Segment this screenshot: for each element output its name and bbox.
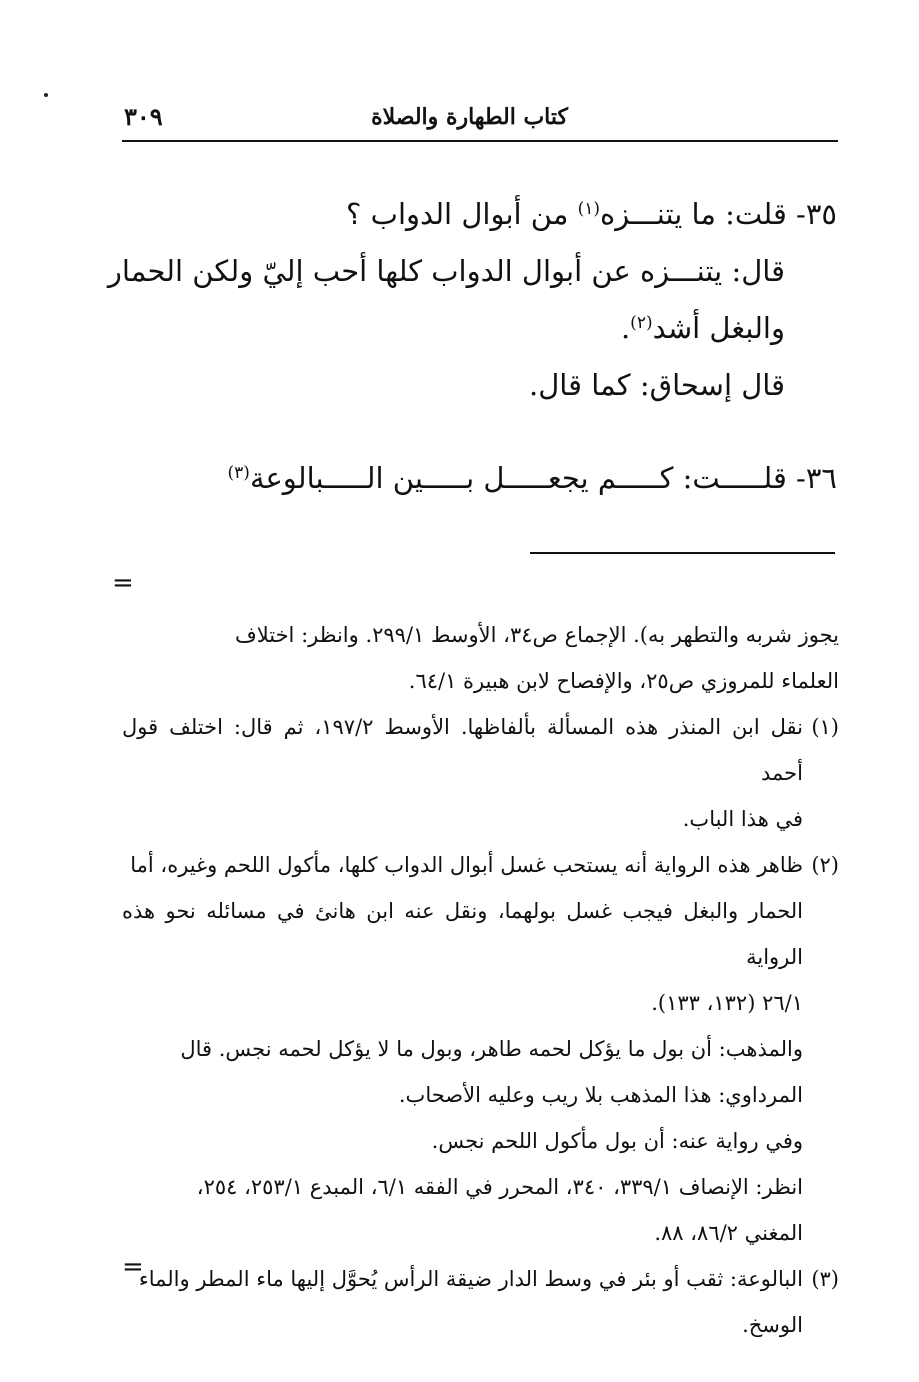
running-title: كتاب الطهارة والصلاة (371, 104, 568, 130)
footnote-3: (٣) البالوعة: ثقب أو بئر في وسط الدار ضيقة الرأس يُحوَّل إليها ماء المطر والماء (122, 1256, 839, 1302)
answer-35-line-2: والبغل أشد$^{(٢)}$. (620, 311, 785, 345)
footnote-3-line-2: الوسخ. (742, 1313, 803, 1337)
footnotes (122, 612, 839, 1348)
ishaq-answer: قال إسحاق: كما قال. (528, 368, 785, 402)
footnote-ref-2: (٢) (630, 313, 653, 333)
question-36: ٣٦- قلـــــت: كـــــم يجعـــــل بـــــين الـــــبالوعة$^{(٣)}$ (227, 461, 837, 495)
question-35: ٣٥- قلت: ما يتنـــزه$^{(١)}$ من أبوال الدواب ؟ (346, 197, 837, 231)
footnote-2-line-2: الحمار والبغل فيجب غسل بولهما، ونقل عنه ابن هانئ في مسائله نحو هذه الرواية (122, 899, 803, 969)
footnote-3-number: (٣) (811, 1267, 839, 1291)
continuation-mark-top: = (112, 568, 134, 598)
main-text (80, 186, 837, 507)
footnote-2-line-3: ٢٦/١ (١٣٢، ١٣٣). (651, 991, 803, 1015)
footnote-2-line-8: المغني ٨٦/٢، ٨٨. (654, 1221, 803, 1245)
prev-footnote-continuation-line-1: يجوز شربه والتطهر به). الإجماع ص٣٤، الأوسط ٢٩٩/١. وانظر: اختلاف (234, 623, 839, 647)
footnote-1-line-2: في هذا الباب. (682, 807, 803, 831)
footnote-2-line-4: والمذهب: أن بول ما يؤكل لحمه طاهر، وبول ما لا يؤكل لحمه نجس. قال (180, 1037, 803, 1061)
footnote-2-line-6: وفي رواية عنه: أن بول مأكول اللحم نجس. (431, 1129, 803, 1153)
page-number: ٣٠٩ (124, 102, 163, 131)
speck-mark (44, 93, 48, 97)
answer-35-line-1: قال: يتنـــزه عن أبوال الدواب كلها أحب إليّ ولكن الحمار (107, 254, 785, 288)
footnote-separator (530, 552, 835, 554)
footnote-ref-3: (٣) (227, 463, 250, 483)
footnote-2-line-7: انظر: الإنصاف ٣٣٩/١، ٣٤٠، المحرر في الفقه ٦/١، المبدع ٢٥٣/١، ٢٥٤، (196, 1175, 803, 1199)
footnote-1-number: (١) (811, 715, 839, 739)
prev-footnote-continuation-line-2: العلماء للمروزي ص٢٥، والإفصاح لابن هبيرة ٦٤/١. (408, 669, 839, 693)
footnote-2-line-5: المرداوي: هذا المذهب بلا ريب وعليه الأصحاب. (398, 1083, 803, 1107)
continuation-mark-bottom: = (122, 1252, 144, 1282)
page-header (122, 100, 838, 142)
footnote-2-number: (٢) (811, 853, 839, 877)
footnote-ref-1: (١) (577, 199, 601, 219)
footnote-2: (٢) ظاهر هذه الرواية أنه يستحب غسل أبوال الدواب كلها، مأكول اللحم وغيره، أما (122, 842, 839, 888)
footnote-1: (١) نقل ابن المنذر هذه المسألة بألفاظها. الأوسط ١٩٧/٢، ثم قال: اختلف قول أحمد (122, 704, 839, 796)
